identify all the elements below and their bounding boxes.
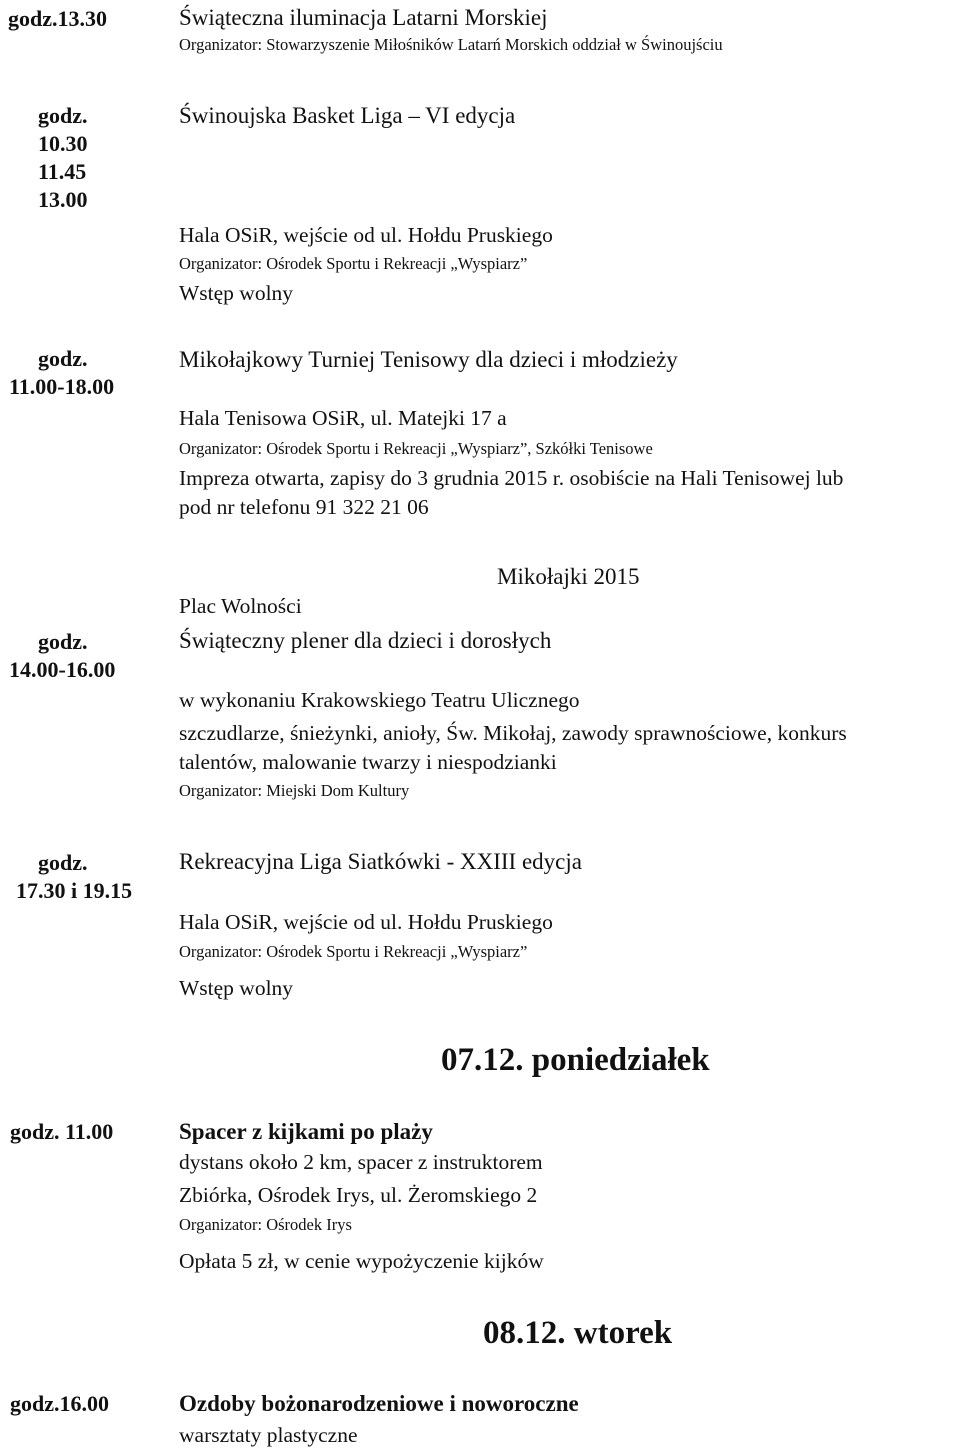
event-title: Spacer z kijkami po plaży bbox=[179, 1119, 433, 1144]
event-title: Świąteczny plener dla dzieci i dorosłych bbox=[179, 628, 552, 653]
event-time: godz. bbox=[38, 850, 88, 875]
event-time: godz.16.00 bbox=[10, 1391, 109, 1416]
event-organizer: Organizator: Ośrodek Sportu i Rekreacji „Wyspiarz” bbox=[179, 942, 528, 961]
event-time: 13.00 bbox=[38, 187, 88, 212]
event-time: 14.00-16.00 bbox=[9, 657, 116, 682]
event-organizer: Organizator: Ośrodek Irys bbox=[179, 1215, 352, 1234]
event-title: Mikołajkowy Turniej Tenisowy dla dzieci i młodzieży bbox=[179, 347, 678, 372]
event-time: 11.00-18.00 bbox=[9, 374, 115, 399]
event-time: godz. bbox=[38, 629, 88, 654]
event-organizer: Organizator: Ośrodek Sportu i Rekreacji „Wyspiarz”, Szkółki Tenisowe bbox=[179, 439, 653, 458]
event-heading: Mikołajki 2015 bbox=[497, 564, 640, 589]
event-venue: Hala Tenisowa OSiR, ul. Matejki 17 a bbox=[179, 406, 507, 430]
event-time: godz.13.30 bbox=[8, 6, 107, 31]
event-performer: w wykonaniu Krakowskiego Teatru Ulicznego bbox=[179, 688, 580, 712]
event-organizer: Organizator: Miejski Dom Kultury bbox=[179, 781, 410, 800]
event-time: godz. bbox=[38, 346, 88, 371]
event-time: 10.30 bbox=[38, 131, 88, 156]
event-title: Rekreacyjna Liga Siatkówki - XXIII edycja bbox=[179, 849, 582, 874]
event-note: pod nr telefonu 91 322 21 06 bbox=[179, 495, 429, 519]
event-fee: Opłata 5 zł, w cenie wypożyczenie kijków bbox=[179, 1249, 544, 1273]
event-description: talentów, malowanie twarzy i niespodzianki bbox=[179, 750, 557, 774]
day-heading: 08.12. wtorek bbox=[483, 1315, 673, 1351]
event-time: 17.30 i 19.15 bbox=[16, 878, 133, 903]
event-title: Ozdoby bożonarodzeniowe i noworoczne bbox=[179, 1391, 579, 1416]
event-time: godz. 11.00 bbox=[10, 1119, 114, 1144]
event-time: 11.45 bbox=[38, 159, 87, 184]
day-heading: 07.12. poniedziałek bbox=[441, 1042, 710, 1078]
event-description: dystans około 2 km, spacer z instruktorem bbox=[179, 1150, 543, 1174]
event-venue: Zbiórka, Ośrodek Irys, ul. Żeromskiego 2 bbox=[179, 1183, 538, 1207]
event-description: warsztaty plastyczne bbox=[179, 1423, 358, 1447]
event-venue: Hala OSiR, wejście od ul. Hołdu Pruskiego bbox=[179, 223, 553, 247]
event-note: Wstęp wolny bbox=[179, 976, 294, 1000]
event-note: Wstęp wolny bbox=[179, 281, 294, 305]
event-time: godz. bbox=[38, 103, 88, 128]
event-venue: Hala OSiR, wejście od ul. Hołdu Pruskiego bbox=[179, 910, 553, 934]
event-venue: Plac Wolności bbox=[179, 594, 302, 618]
event-title: Świąteczna iluminacja Latarni Morskiej bbox=[179, 5, 548, 30]
event-organizer: Organizator: Ośrodek Sportu i Rekreacji „Wyspiarz” bbox=[179, 254, 528, 273]
event-note: Impreza otwarta, zapisy do 3 grudnia 2015 r. osobiście na Hali Tenisowej lub bbox=[179, 466, 844, 490]
event-organizer: Organizator: Stowarzyszenie Miłośników Latarń Morskich oddział w Świnoujściu bbox=[179, 35, 723, 54]
event-title: Świnoujska Basket Liga – VI edycja bbox=[179, 103, 516, 128]
event-description: szczudlarze, śnieżynki, anioły, Św. Mikołaj, zawody sprawnościowe, konkurs bbox=[179, 721, 847, 745]
